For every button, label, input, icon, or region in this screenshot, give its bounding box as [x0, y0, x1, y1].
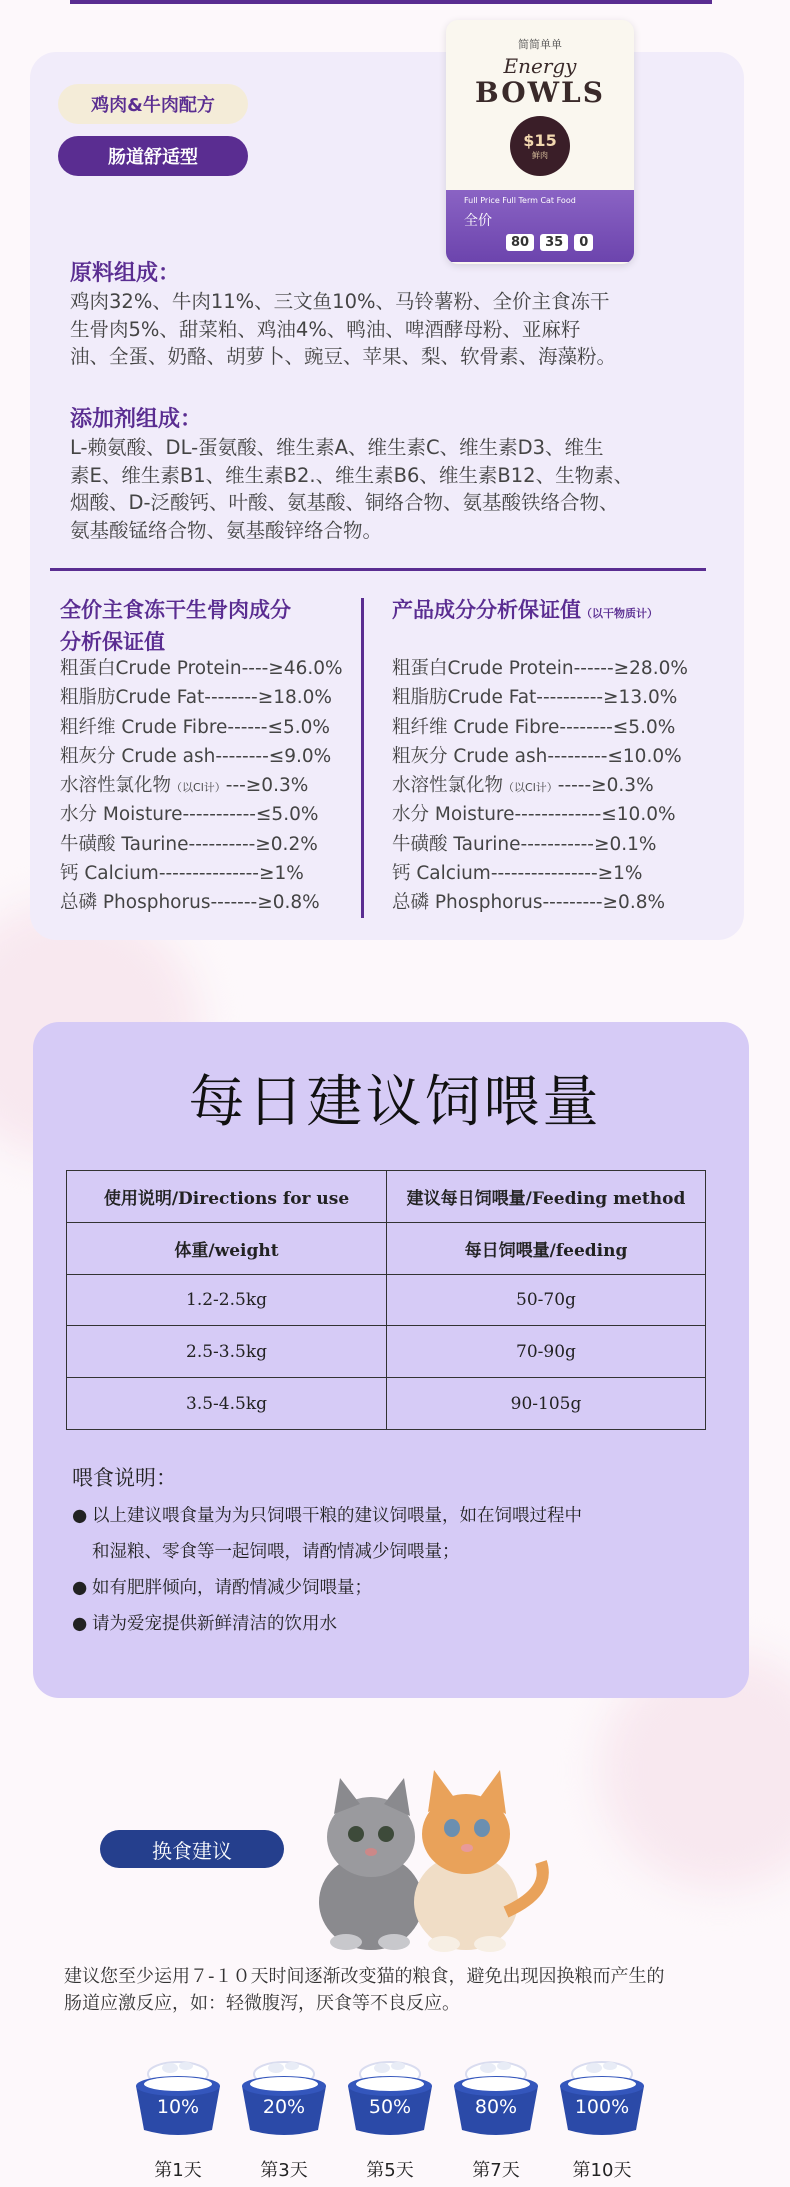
package-brand: 简简单单: [518, 38, 562, 51]
list-item: 钙 Calcium---------------≥1%: [60, 863, 304, 885]
bowl-percent: 10%: [156, 2096, 200, 2118]
table-row: [67, 1274, 706, 1326]
table-cell: 1.2-2.5kg: [67, 1274, 387, 1326]
bowl-percent: 50%: [368, 2096, 412, 2118]
list-item: 水溶性氯化物（以Cl计）---≥0.3%: [60, 775, 309, 797]
table-cell: 3.5-4.5kg: [67, 1378, 387, 1430]
list-item: 总磷 Phosphorus---------≥0.8%: [392, 892, 666, 914]
switching-tag: 换食建议: [100, 1830, 284, 1868]
type-tag: 肠道舒适型: [58, 136, 248, 176]
ingredients-body: 鸡肉32%、牛肉11%、三文鱼10%、马铃薯粉、全价主食冻干 生骨肉5%、甜菜粕、鸡油4%、鸭油、啤酒酵母粉、亚麻籽 油、全蛋、奶酪、胡萝卜、豌豆、苹果、梨、软骨素、海藻粉。: [70, 290, 617, 368]
formula-tag: 鸡肉&牛肉配方: [58, 84, 248, 124]
table-cell: 90-105g: [387, 1378, 706, 1430]
list-item: ● 请为爱宠提供新鲜清洁的饮用水: [72, 1614, 337, 1634]
table-subheader-row: [67, 1222, 706, 1274]
list-item: 粗纤维 Crude Fibre--------≤5.0%: [392, 716, 676, 738]
ingredients-heading: 原料组成：: [70, 261, 181, 286]
transition-bowl: [342, 2052, 438, 2182]
list-item: 粗灰分 Crude ash--------≤9.0%: [60, 745, 332, 767]
left-analysis-list: [60, 654, 343, 918]
list-item: 粗灰分 Crude ash---------≤10.0%: [392, 745, 682, 767]
bowl-day-label: 第1天: [154, 2160, 202, 2181]
switching-text: 建议您至少运用７-１０天时间逐渐改变猫的粮食，避免出现因换粮而产生的 肠道应激反应，如：轻微腹泻，厌食等不良反应。: [64, 1966, 665, 2014]
bowl-percent: 80%: [474, 2096, 518, 2118]
table-row: [67, 1378, 706, 1430]
list-item-continuation: 和湿粮、零食等一起饲喂，请酌情减少饲喂量；: [92, 1542, 460, 1562]
transition-bowls: [130, 2052, 670, 2182]
feeding-notes-list: [72, 1498, 692, 1642]
table-cell: 70-90g: [387, 1326, 706, 1378]
package-purple-band: [446, 190, 634, 262]
right-analysis-title: 产品成分分析保证值（以干物质计）: [392, 598, 658, 622]
table-header-row: [67, 1171, 706, 1223]
bowl-day-label: 第5天: [366, 2160, 414, 2181]
list-item: 水分 Moisture-----------≤5.0%: [60, 804, 319, 826]
list-item: 水分 Moisture-------------≤10.0%: [392, 804, 676, 826]
product-package-image: [446, 20, 634, 264]
column-divider: [361, 598, 364, 918]
transition-bowl: [554, 2052, 650, 2182]
feeding-title: 每日建议饲喂量: [188, 1070, 602, 1135]
table-subheader-cell: 每日饲喂量/feeding: [387, 1222, 706, 1274]
transition-bowl: [448, 2052, 544, 2182]
right-analysis-list: [392, 654, 688, 918]
bowl-percent: 20%: [262, 2096, 306, 2118]
transition-bowl: [130, 2052, 226, 2182]
list-item: 牛磺酸 Taurine-----------≥0.1%: [392, 833, 657, 855]
bowl-percent: 100%: [574, 2096, 630, 2118]
package-band-en: Full Price Full Term Cat Food: [464, 196, 576, 205]
feeding-notes-heading: 喂食说明：: [72, 1466, 177, 1490]
list-item: 粗脂肪Crude Fat--------≥18.0%: [60, 687, 332, 709]
list-item: 粗蛋白Crude Protein----≥46.0%: [60, 658, 343, 679]
package-badge: $15 鲜肉: [510, 116, 570, 176]
section-divider: [50, 568, 706, 571]
list-item: 总磷 Phosphorus-------≥0.8%: [60, 892, 320, 914]
list-item: ● 以上建议喂食量为为只饲喂干粮的建议饲喂量，如在饲喂过程中: [72, 1506, 582, 1526]
package-numbers: 80 35 0: [506, 234, 593, 251]
additives-body: L-赖氨酸、DL-蛋氨酸、维生素A、维生素C、维生素D3、维生 素E、维生素B1、维生素B2.、维生素B6、维生素B12、生物素、 烟酸、D-泛酸钙、叶酸、氨基酸、铜络合物、氨基酸铁络合物、 氨基酸锰络合物、氨基酸锌络合物。: [70, 436, 634, 542]
list-item: 钙 Calcium----------------≥1%: [392, 863, 643, 885]
list-item: 牛磺酸 Taurine----------≥0.2%: [60, 833, 318, 855]
list-item: 水溶性氯化物（以Cl计）-----≥0.3%: [392, 775, 654, 797]
table-cell: 2.5-3.5kg: [67, 1326, 387, 1378]
transition-bowl: [236, 2052, 332, 2182]
list-item: 粗脂肪Crude Fat----------≥13.0%: [392, 687, 678, 709]
feeding-table: [66, 1170, 706, 1430]
left-analysis-title: 全价主食冻干生骨肉成分 分析保证值: [60, 598, 291, 654]
table-cell: 50-70g: [387, 1274, 706, 1326]
top-divider-line: [70, 0, 712, 4]
table-header-cell: 使用说明/Directions for use: [67, 1171, 387, 1223]
bowl-day-label: 第10天: [572, 2160, 632, 2181]
list-item: 粗蛋白Crude Protein------≥28.0%: [392, 658, 688, 679]
package-bowls-text: BOWLS: [475, 76, 605, 109]
table-subheader-cell: 体重/weight: [67, 1222, 387, 1274]
kittens-image: [276, 1742, 556, 1952]
bowl-day-label: 第7天: [472, 2160, 520, 2181]
list-item: ● 如有肥胖倾向，请酌情减少饲喂量；: [72, 1578, 372, 1598]
additives-heading: 添加剂组成：: [70, 407, 203, 432]
package-band-cn: 全价: [464, 213, 492, 229]
list-item: 粗纤维 Crude Fibre------≤5.0%: [60, 716, 330, 738]
table-row: [67, 1326, 706, 1378]
bowl-day-label: 第3天: [260, 2160, 308, 2181]
package-energy-text: Energy: [503, 54, 577, 78]
table-header-cell: 建议每日饲喂量/Feeding method: [387, 1171, 706, 1223]
